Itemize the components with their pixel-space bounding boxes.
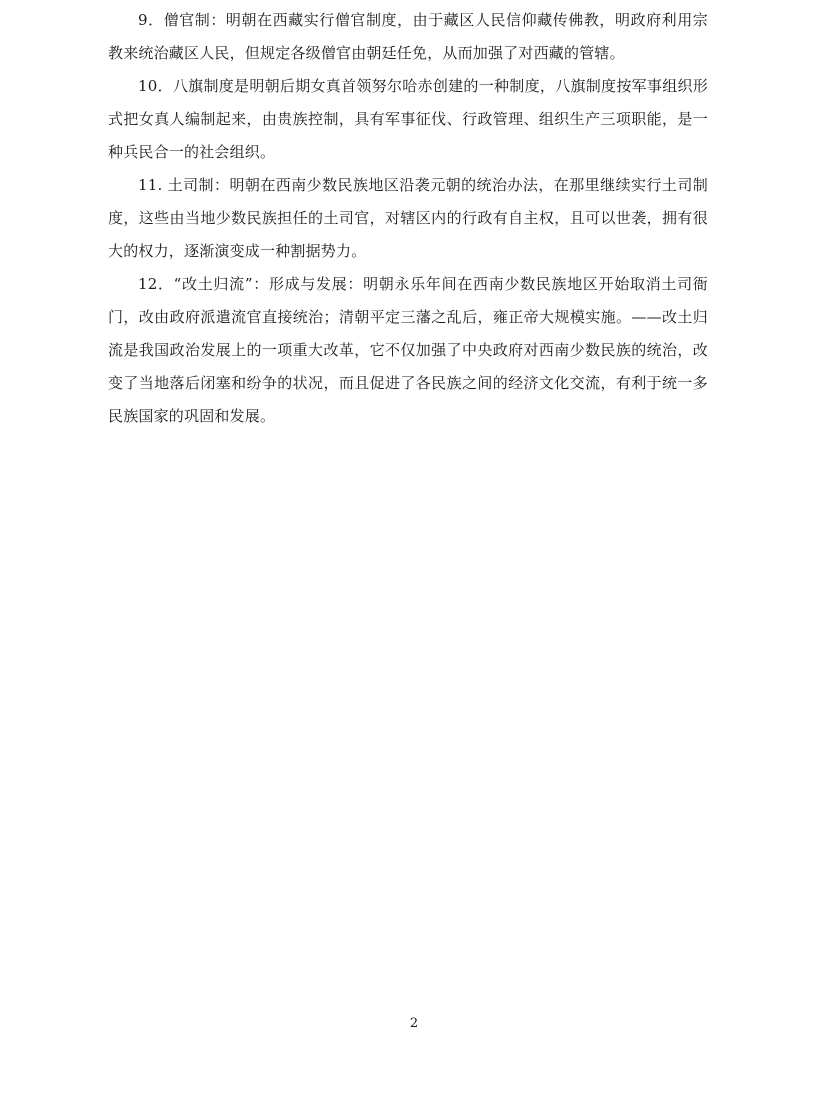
document-page (108, 4, 708, 433)
paragraph-seng-guan-system: 9．僧官制：明朝在西藏实行僧官制度，由于藏区人民信仰藏传佛教，明政府利用宗教来统治藏区人民，但规定各级僧官由朝廷任免，从而加强了对西藏的管辖。 (108, 11, 708, 62)
paragraph-gaitu-guiliu: 12．“改土归流”：形成与发展：明朝永乐年间在西南少数民族地区开始取消土司衙门，改由政府派遣流官直接统治；清朝平定三藩之乱后，雍正帝大规模实施。——改土归流是我国政治发展上的一项重大改革，它不仅加强了中央政府对西南少数民族的统治，改变了当地落后闭塞和纷争的状况，而且促进了各民族之间的经济文化交流，有利于统一多民族国家的巩固和发展。 (108, 275, 708, 425)
paragraph-eight-banners: 10．八旗制度是明朝后期女真首领努尔哈赤创建的一种制度，八旗制度按军事组织形式把女真人编制起来，由贵族控制，具有军事征伐、行政管理、组织生产三项职能，是一种兵民合一的社会组织。 (108, 77, 708, 161)
paragraph-tusi-system: 11. 土司制：明朝在西南少数民族地区沿袭元朝的统治办法，在那里继续实行土司制度，这些由当地少数民族担任的土司官，对辖区内的行政有自主权，且可以世袭，拥有很大的权力，逐渐演变成一种割据势力。 (108, 176, 708, 260)
page-number: 2 (409, 1016, 419, 1031)
